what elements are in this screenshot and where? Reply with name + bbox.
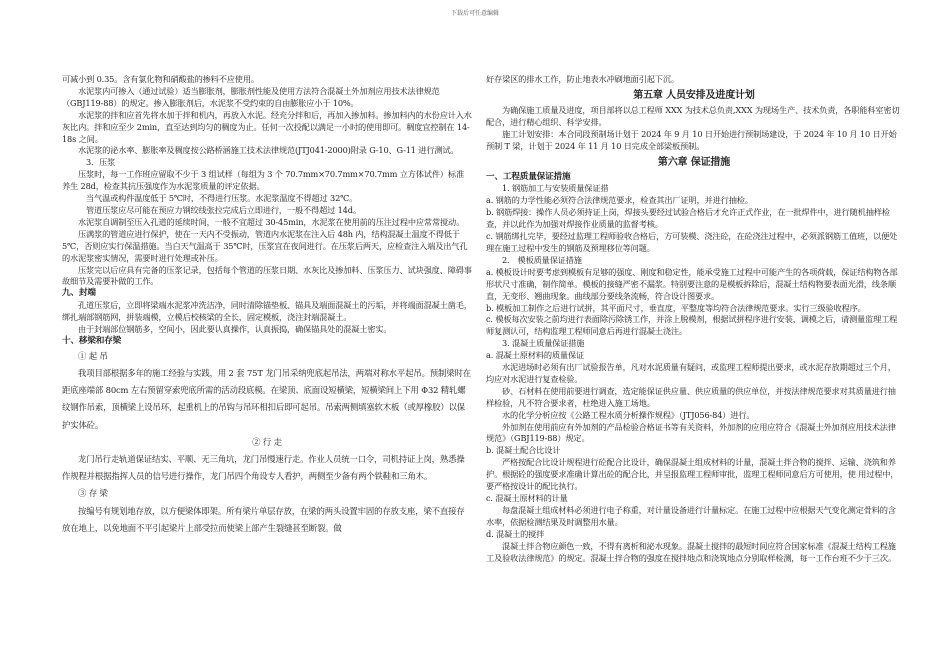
paragraph: 为确保施工质量及进度，项目部将以总工程师 XXX 为技术总负责,XXX 为现场生产、技术负责，各职能科室密切配合，进行精心组织、科学安排。: [486, 104, 900, 127]
subheading: ② 行 走: [252, 436, 282, 447]
paragraph: c. 混凝土原材料的计量: [486, 493, 568, 503]
paragraph: 压满浆的管道应进行保护，使在一天内不受振动，管道内水泥浆在注入后 48h 内，结构混凝土温度不得低于 5℃，否则应实行保温措施。当白天气温高于 35℃时，压浆宜在夜间进行。在压浆后两天，应检查注入端及出气孔的水泥浆密实情况，需要时进行处理或补压。: [62, 228, 468, 263]
paragraph: b. 混凝土配合比设计: [486, 445, 561, 456]
paragraph: 水泥浆的泌水率、膨胀率及稠度按公路桥涵施工技术法律规范(JTJ041-2000)附录 G-10、G-11 进行测试。: [78, 145, 459, 156]
paragraph: 外加剂在使用前应有外加剂的产品检验合格证书等有关资料，外加剂的应用应符合《混凝土外加剂应用技术法律规范》（GBJ119-88）规定。: [486, 421, 896, 444]
right-column: [486, 74, 902, 564]
paragraph: 水泥浆内可掺入（通过试验）适当膨胀剂，膨胀剂性能及使用方法符合混凝土外加剂应用技术法律规范 （GBJ119-88）的规定。掺入膨胀剂后，水泥浆不受约束的自由膨胀应小于 10%。: [62, 85, 440, 108]
paragraph: 好存梁区的排水工作，防止地表水冲刷地面引起下沉。: [486, 74, 679, 84]
paragraph: 水泥浆的拌和应首先将水加于拌和机内，再放入水泥。经充分拌和后，再加入掺加料。掺加料内的水份应计入水灰比内。拌和应至少 2min，直至达到均匀的稠度为止。任何一次投配以满足一小时的使用即可。稠度宜控制在 14-18s 之间。: [62, 109, 472, 144]
paragraph: 由于封端部位钢筋多，空间小，因此要认真操作，认真振捣，确保锚具处的混凝土密实。: [78, 324, 392, 335]
paragraph: 每盘混凝土组成材料必须进行电子称重，对计量设备进行计量标定。在施工过程中应根据天气变化测定骨料的含水率，依据检测结果及时调整用水量。: [486, 504, 896, 527]
paragraph: 施工计划安排：本合同段预制场计划于 2024 年 9 月 10 日开始进行预制场建设，于 2024 年 10 月 10 日开始预制 T 梁，计划于 2024 年 11 月 10 日完成全部梁板预制。: [486, 128, 897, 151]
subheading: 2． 模板质量保证措施: [502, 254, 582, 265]
section-heading: 十、移梁和存梁: [62, 335, 122, 346]
chapter-title: 第六章 保证措施: [657, 156, 731, 168]
paragraph: 水泥进场时必须有出厂试验报告单，凡对水泥质量有疑问，或监理工程师提出要求，或水泥存放期超过三个月，均应对水泥进行复查检验。: [486, 362, 896, 384]
subheading: ① 起 吊: [78, 350, 108, 361]
section-heading: 九、封端: [62, 288, 96, 299]
paragraph: 管道压浆应尽可能在预应力钢绞线张拉完成后立即进行，一般不得超过 14d。: [86, 204, 361, 215]
paragraph: 水泥浆自调制至压入孔道的延续时间，一般不宜超过 30-45min，水泥浆在使用前的压注过程中应常常搅动。: [78, 216, 465, 227]
paragraph: d. 混凝土的搅拌: [486, 528, 545, 539]
paragraph: b. 钢筋焊接：操作人员必须持证上岗，焊接头要经过试验合格后才允许正式作业，在一批焊件中，进行随机抽样检查，并以此作为加强对焊接作业质量的监督考核。: [486, 207, 890, 230]
paragraph: 压浆时，每一工作班应留取不少于 3 组试样（每组为 3 个 70.7mm×70.7mm×70.7mm 立方体试件）标准养生 28d，检查其抗压强度作为水泥浆质量的评定依据。: [62, 169, 464, 192]
paragraph: a. 钢筋的力学性能必须符合法律规范要求，检查其出厂证明，并进行抽检。: [486, 195, 753, 206]
paragraph: a. 混凝土原材料的质量保证: [486, 350, 585, 361]
subheading: 3. 混凝土质量保证措施: [502, 338, 585, 349]
paragraph: 我项目部根据多年的施工经验与实践，用 2 套 75T 龙门吊采纳兜底起吊法，两端对称水平起吊。预制梁时在距底座端部 80cm 左右预留穿索兜底所需的活动段底模。在梁顶、底面设短横梁，短横梁间上下用 Φ32 精轧螺纹钢作吊索，顶横梁上设吊环，起重机上的吊钩与吊环相扣后即可起吊。吊索两侧填塞软木板（或厚橡胶）以保护实体砼。: [62, 368, 471, 430]
paragraph: b. 模板加工制作之后进行试拼，其平面尺寸，垂直度，平整度等均符合法律规范要求。实行三级验收程序。: [486, 302, 866, 313]
left-column: [62, 74, 472, 537]
section-heading: 一、工程质量保证措施: [486, 171, 571, 182]
paragraph: 水的化学分析应按《公路工程水质分析操作规程》（JTJ056-84）进行。: [502, 409, 755, 420]
subheading: 3．压浆: [86, 157, 116, 168]
header-note: 下载后可任意编辑: [450, 10, 499, 17]
paragraph: 可减小到 0.35。含有氯化物和硝酸盐的掺料不应使用。: [62, 74, 259, 84]
paragraph: 按编号有规划地存放，以方便梁体即架。所有梁片单层存放，在梁的两头设置牢固的存放支座，梁不直接存放在地上，以免地面不平引起梁片上部受拉而使梁上部产生裂缝甚至断裂。做: [62, 505, 465, 533]
paragraph: 压浆完以后应具有完备的压浆记录，包括每个管道的压浆日期、水灰比及掺加料、压浆压力、试块强度、障碍事故细节及需要补做的工作。: [62, 264, 472, 287]
paragraph: 混凝土拌合物应颜色一致，不得有离析和泌水现象。混凝土搅拌的最短时间应符合国家标准《混凝土结构工程施工及验收法律规范》的规定。混凝土拌合物的强度在搅拌地点和浇筑地点分别取样检测，每一工作台班不少于三次。: [486, 540, 896, 563]
paragraph: c. 模板每次安装之前均进行表面除污除锈工作，并涂上脱模剂，根据试拼程序进行安装，调模之后，请测量监理工程师复测认可，结构监理工程师同意后再进行混凝土浇注。: [486, 314, 898, 337]
paragraph: 当气温或构件温度低于 5℃时，不得进行压浆。水泥浆温度不得超过 32℃。: [86, 193, 358, 204]
paragraph: 砂、石材料在使用前要进行调查，选定能保证供应量、供应质量的供应单位，并按法律规范要求对其质量进行抽样检验，凡不符合要求者，杜绝进入施工场地。: [486, 385, 896, 408]
chapter-title: 第五章 人员安排及进度计划: [633, 89, 755, 101]
subheading: ③ 存 梁: [78, 488, 108, 499]
paragraph: c. 钢筋绑扎完毕，要经过监理工程师验收合格后，方可装模、浇注砼，在砼浇注过程中，必须派钢筋工值班，以便处理在施工过程中发生的钢筋及预埋移位等问题。: [486, 231, 898, 253]
paragraph: 龙门吊行走轨道保证结实、平顺、无三角坑，龙门吊慢速行走。作业人员统一口令，司机持证上岗，熟悉操作规程并根据指挥人员的信号进行操作，龙门吊四个角设专人看护，两侧至少备有两个铁鞋和三角木。: [62, 454, 465, 482]
subheading: 1. 钢筋加工与安装质量保证措: [502, 183, 609, 194]
paragraph: 严格按配合比设计规程进行砼配合比设计，确保混凝土组成材料的计量，混凝土拌合物的搅拌、运输、浇筑和养护。根据砼的强度要求准确计算出砼的配合比，并呈报监理工程师审批，监理工程师同意后方可使用，使 用过程中，要严格按设计的配比执行。: [486, 457, 899, 492]
paragraph: a. 模板设计时要考虑到模板有足够的强度、刚度和稳定性，能承受施工过程中可能产生的各项荷载，保证结构物各部形状尺寸准确，制作简单。模板的接缝严密不漏浆。特别要注意的是模板拆除后，混凝土结构物要表面光滑，线条顺直，无变形、翘曲现象。曲线部分要线条流畅，符合设计图要求。: [486, 266, 898, 301]
paragraph: 孔道压浆后，立即将梁端水泥浆冲洗洁净，同时清除锚垫板、锚具及端面混凝土的污垢，并将端面混凝土凿毛，绑扎端部钢筋网，拼装端模，立模后校核梁的全长，固定模板，浇注封端混凝土。: [62, 300, 472, 323]
